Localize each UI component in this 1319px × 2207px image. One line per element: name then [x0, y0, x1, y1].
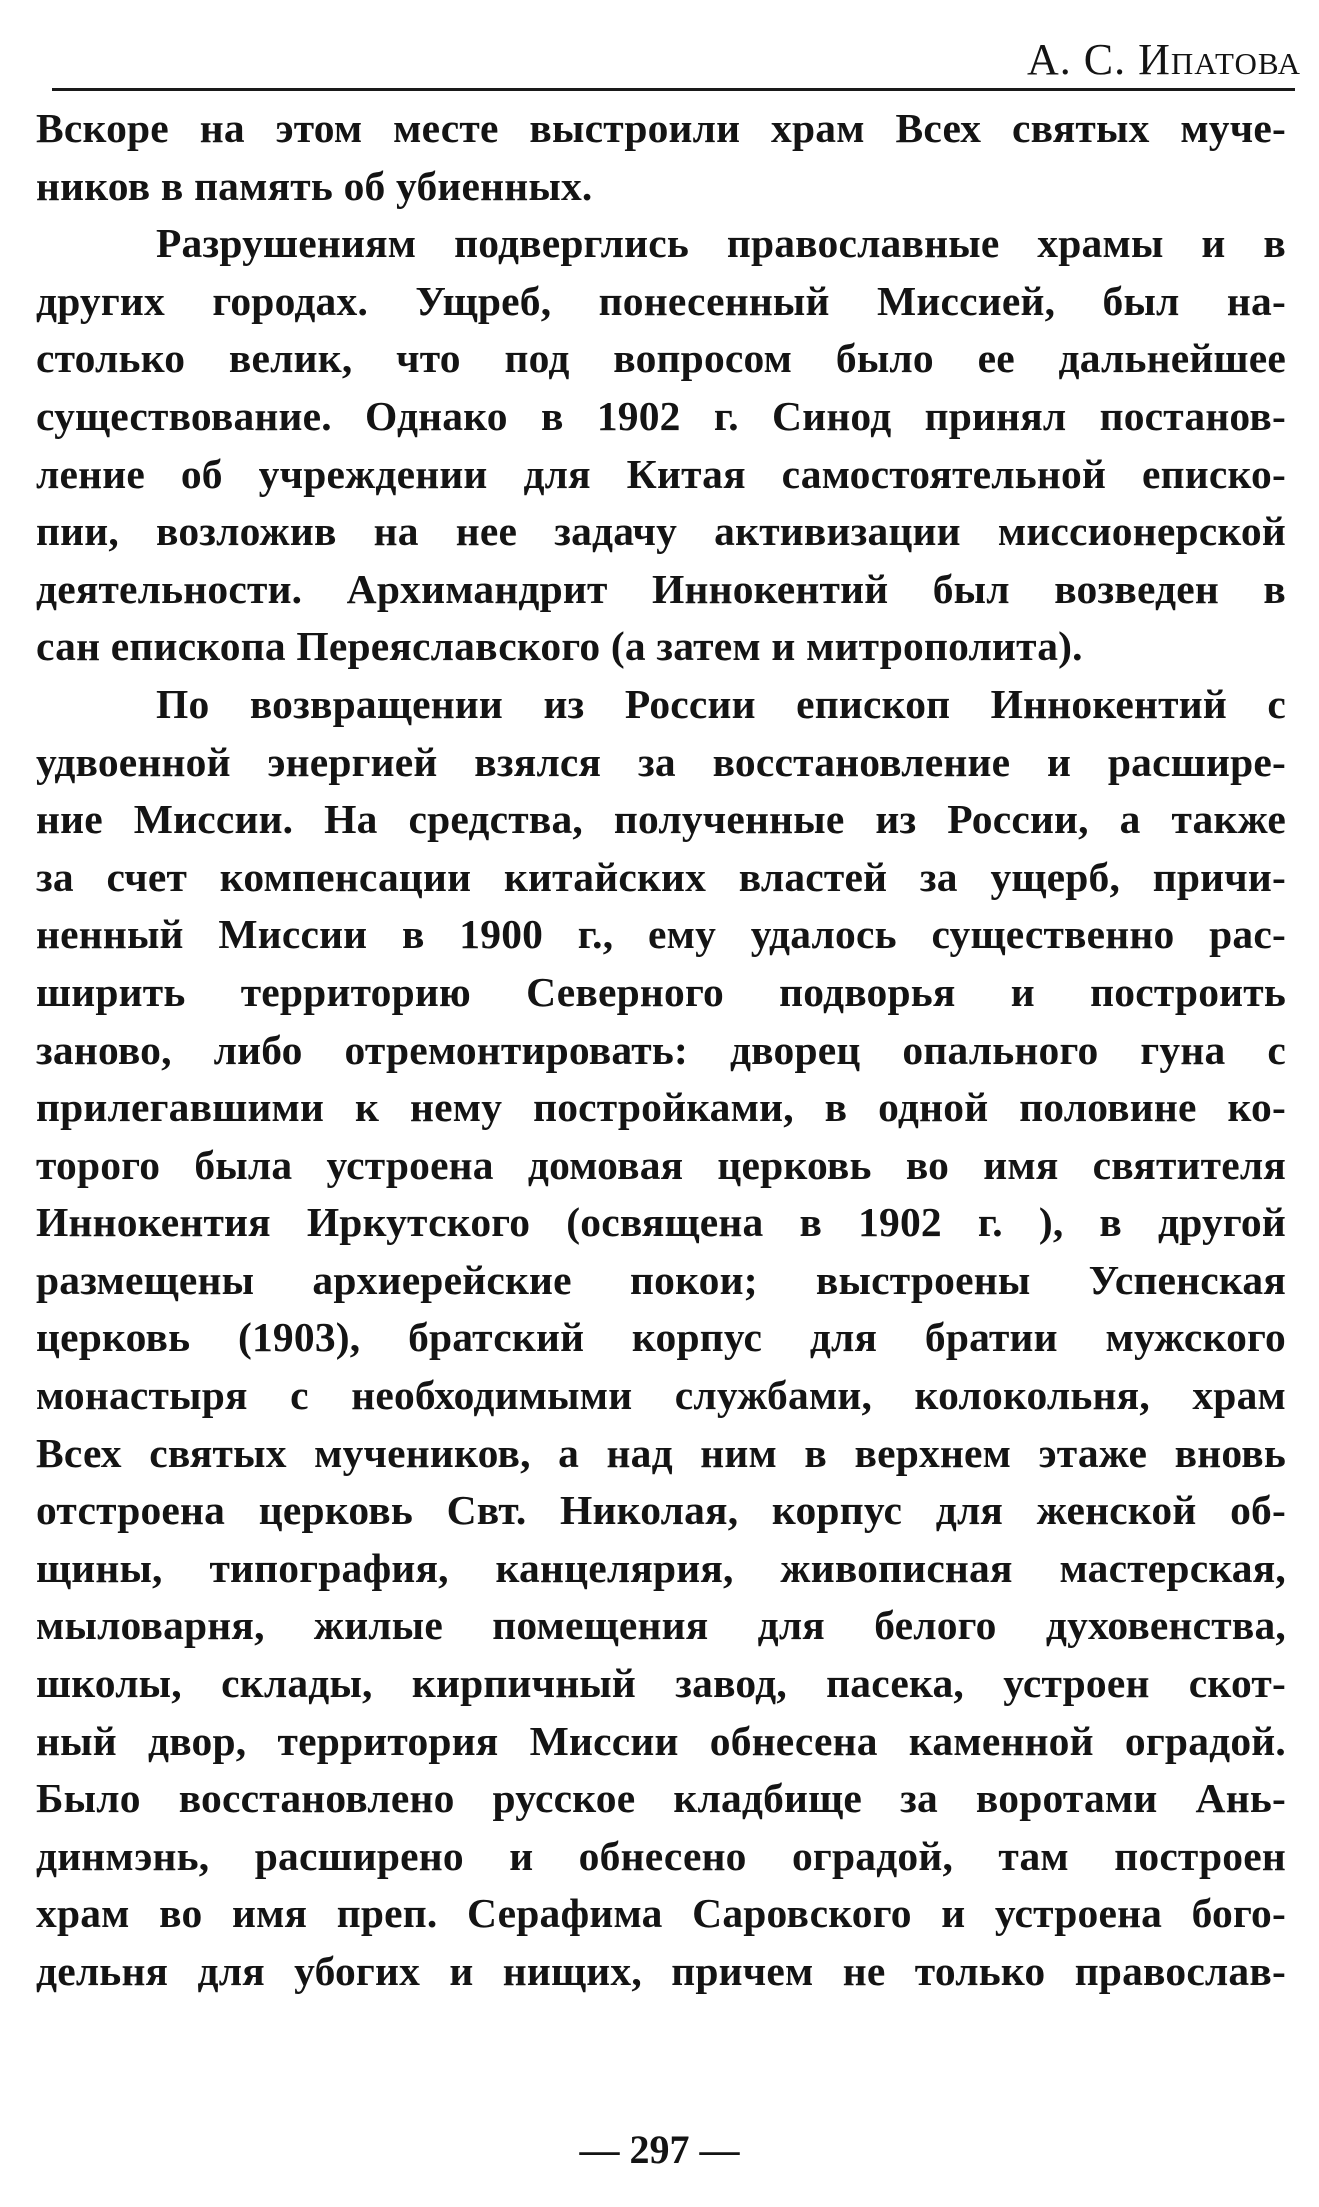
text-line: удвоенной энергией взялся за восстановление и расшире- — [36, 738, 1286, 785]
text-line: школы, склады, кирпичный завод, пасека, устроен скот- — [36, 1660, 1286, 1707]
page-number: — 297 — — [579, 2127, 740, 2172]
text-line: монастыря с необходимыми службами, колокольня, храм — [36, 1372, 1286, 1419]
text-line: ние Миссии. На средства, полученные из России, а также — [36, 796, 1286, 843]
text-line: дельня для убогих и нищих, причем не только православ- — [36, 1948, 1286, 1994]
text-line: ников в память об убиенных. — [36, 162, 593, 209]
text-line: По возвращении из России епископ Иннокентий с — [156, 680, 1286, 727]
text-line: Вскоре на этом месте выстроили храм Всех святых муче- — [36, 105, 1286, 151]
paragraph — [36, 676, 1286, 2001]
text-line: церковь (1903), братский корпус для братии мужского — [36, 1314, 1286, 1361]
text-line: ление об учреждении для Китая самостоятельной еписко- — [36, 450, 1286, 497]
paragraph — [36, 100, 1286, 215]
text-line: ный двор, территория Миссии обнесена каменной оградой. — [36, 1717, 1286, 1764]
text-line: пии, возложив на нее задачу активизации миссионерской — [36, 508, 1286, 555]
text-line: столько велик, что под вопросом было ее дальнейшее — [36, 335, 1286, 382]
paragraph — [36, 215, 1286, 676]
text-line: заново, либо отремонтировать: дворец опального гуна с — [36, 1026, 1286, 1073]
text-line: Разрушениям подверглись православные храмы и в — [156, 220, 1286, 267]
running-head — [1027, 35, 1301, 84]
text-line: за счет компенсации китайских властей за ущерб, причи- — [36, 853, 1286, 900]
body-text — [36, 100, 1286, 2001]
text-line: мыловарня, жилые помещения для белого духовенства, — [36, 1602, 1286, 1649]
text-line: существование. Однако в 1902 г. Синод принял постанов- — [36, 392, 1286, 439]
header-rule — [52, 88, 1295, 91]
text-line: Всех святых мучеников, а над ним в верхнем этаже вновь — [36, 1429, 1286, 1476]
text-line: ненный Миссии в 1900 г., ему удалось существенно рас- — [36, 911, 1286, 958]
text-line: деятельности. Архимандрит Иннокентий был возведен в — [36, 565, 1286, 612]
text-line: торого была устроена домовая церковь во имя святителя — [36, 1141, 1286, 1188]
text-line: Иннокентия Иркутского (освящена в 1902 г. ), в другой — [36, 1199, 1286, 1246]
text-line: отстроена церковь Свт. Николая, корпус для женской об- — [36, 1487, 1286, 1534]
running-head-text: А. С. Ипатова — [1027, 35, 1301, 84]
text-line: храм во имя преп. Серафима Саровского и устроена бого- — [36, 1890, 1286, 1937]
text-line: сан епископа Переяславского (а затем и митрополита). — [36, 623, 1083, 670]
text-line: прилегавшими к нему постройками, в одной половине ко- — [36, 1084, 1286, 1131]
text-line: динмэнь, расширено и обнесено оградой, там построен — [36, 1832, 1286, 1879]
text-line: ширить территорию Северного подворья и построить — [36, 968, 1286, 1015]
text-line: размещены архиерейские покои; выстроены Успенская — [36, 1256, 1286, 1303]
text-line: щины, типография, канцелярия, живописная мастерская, — [36, 1544, 1286, 1591]
text-line: Было восстановлено русское кладбище за воротами Ань- — [36, 1775, 1286, 1822]
text-line: других городах. Ущреб, понесенный Миссией, был на- — [36, 277, 1286, 324]
